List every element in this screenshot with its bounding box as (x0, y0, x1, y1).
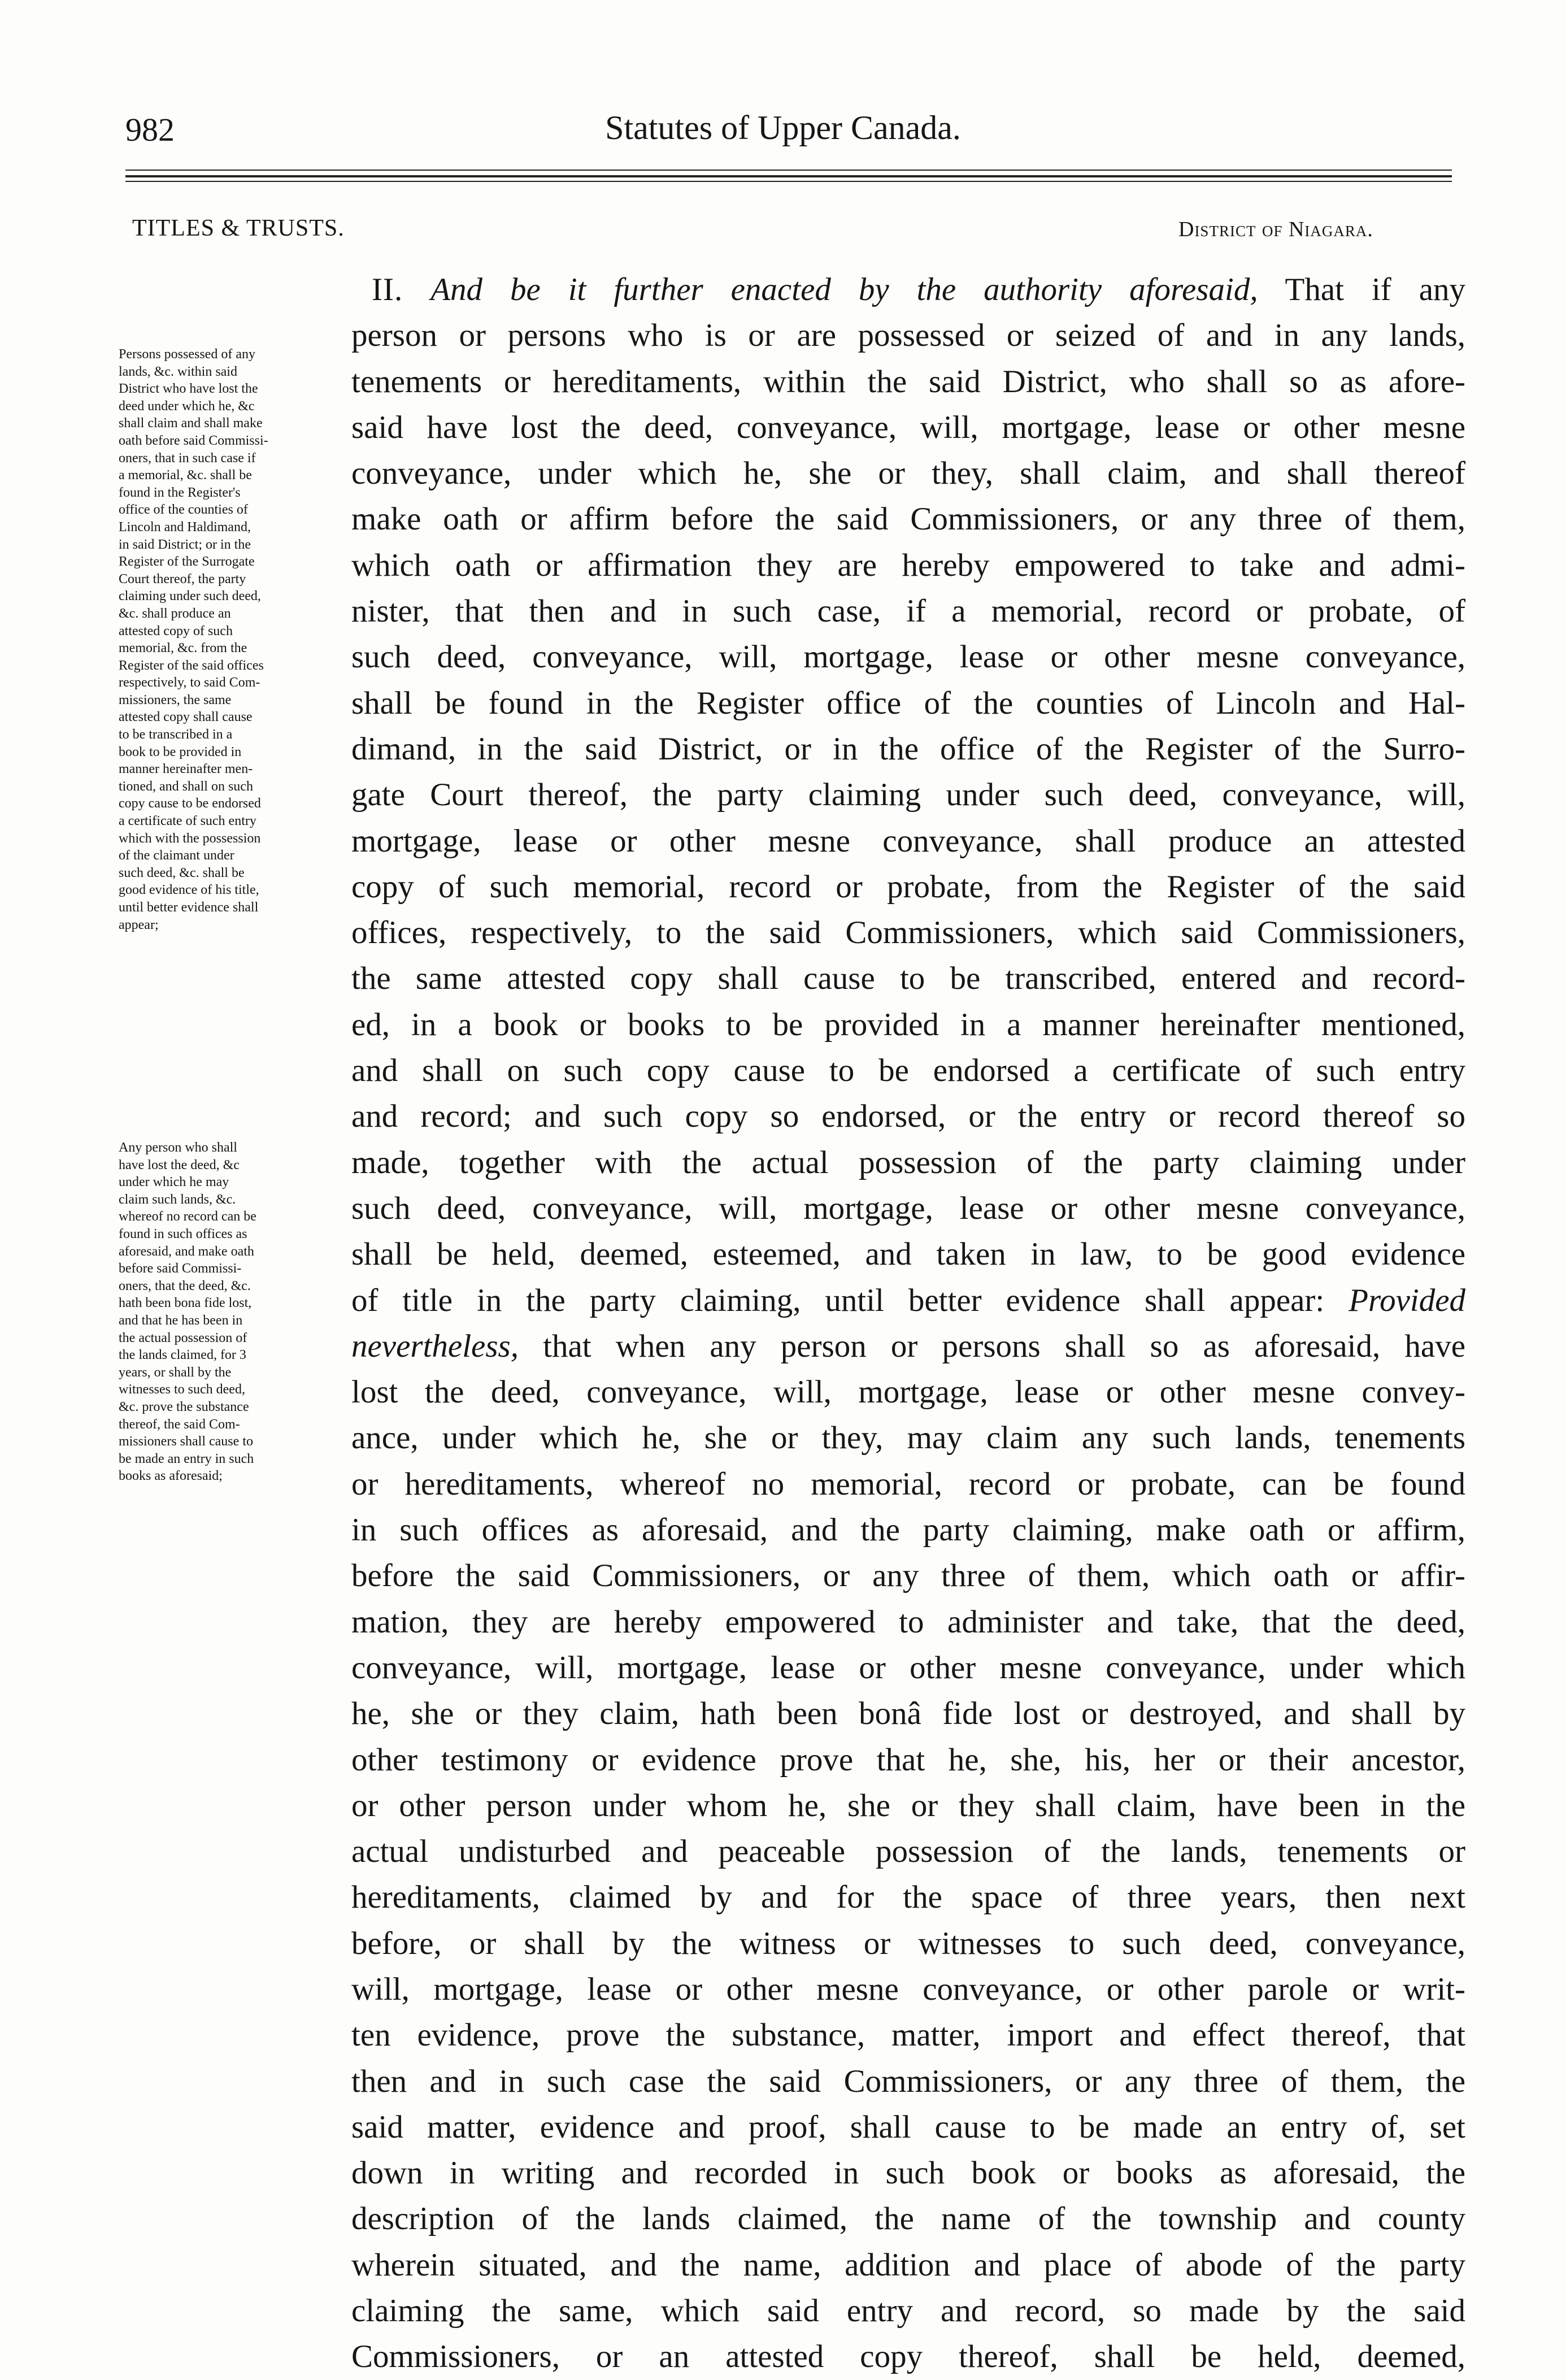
text-line: ten evidence, prove the substance, matter, import and effect thereof, that (351, 2017, 1465, 2053)
text-line: before, or shall by the witness or witnesses to such deed, conveyance, (351, 1925, 1465, 1961)
text-line: other testimony or evidence prove that he, she, his, her or their ancestor, (351, 1741, 1465, 1778)
text-line: description of the lands claimed, the name of the township and county (351, 2201, 1465, 2237)
header-rule (125, 175, 1452, 177)
text-line: which oath or affirmation they are hereby empowered to take and admi- (351, 547, 1465, 583)
text-line: claiming the same, which said entry and record, so made by the said (351, 2293, 1465, 2329)
text-line: in such offices as aforesaid, and the party claiming, make oath or affirm, (351, 1512, 1465, 1548)
text-line: make oath or affirm before the said Commissioners, or any three of them, (351, 501, 1465, 537)
text-line: conveyance, will, mortgage, lease or other mesne conveyance, under which (351, 1649, 1465, 1686)
text-line: mation, they are hereby empowered to administer and take, that the deed, (351, 1604, 1465, 1640)
text-line: offices, respectively, to the said Commissioners, which said Commissioners, (351, 915, 1465, 951)
statute-body (351, 267, 1465, 2380)
proviso-word: Provided (1348, 1282, 1466, 1318)
enacting-clause: And be it further enacted by the authority aforesaid, (430, 272, 1258, 307)
text-line: said have lost the deed, conveyance, will, mortgage, lease or other mesne (351, 409, 1465, 445)
text-line: he, she or they claim, hath been bonâ fide lost or destroyed, and shall by (351, 1696, 1465, 1732)
text-fragment: of title in the party claiming, until better evidence shall appear: (351, 1282, 1325, 1318)
text-line: and record; and such copy so endorsed, or the entry or record thereof so (351, 1098, 1465, 1135)
text-line: will, mortgage, lease or other mesne conveyance, or other parole or writ- (351, 1971, 1465, 2007)
text-line: dimand, in the said District, or in the office of the Register of the Surro- (351, 731, 1465, 767)
text-line: nister, that then and in such case, if a memorial, record or probate, of (351, 593, 1465, 629)
text-line: mortgage, lease or other mesne conveyance, shall produce an attested (351, 823, 1465, 859)
text-line: such deed, conveyance, will, mortgage, lease or other mesne conveyance, (351, 639, 1465, 675)
text-line: and shall on such copy cause to be endorsed a certificate of such entry (351, 1053, 1465, 1089)
text-fragment: That if any (1285, 272, 1466, 307)
text-line (351, 1278, 1465, 1323)
text-line: shall be found in the Register office of the counties of Lincoln and Hal- (351, 685, 1465, 721)
text-block (351, 1369, 1465, 2380)
text-line: copy of such memorial, record or probate, from the Register of the said (351, 868, 1465, 905)
text-line: shall be held, deemed, esteemed, and taken in law, to be good evidence (351, 1236, 1465, 1272)
text-line: ance, under which he, she or they, may claim any such lands, tenements (351, 1420, 1465, 1456)
text-line: such deed, conveyance, will, mortgage, lease or other mesne conveyance, (351, 1190, 1465, 1226)
running-title: Statutes of Upper Canada. (605, 109, 961, 146)
text-line: actual undisturbed and peaceable possession of the lands, tenements or (351, 1834, 1465, 1870)
text-line: ed, in a book or books to be provided in a manner hereinafter mentioned, (351, 1006, 1465, 1043)
section-number: II. (372, 272, 403, 307)
text-line: lost the deed, conveyance, will, mortgage, lease or other mesne convey- (351, 1374, 1465, 1410)
text-line: Commissioners, or an attested copy thereof, shall be held, deemed, (351, 2339, 1465, 2375)
text-line: conveyance, under which he, she or they, shall claim, and shall thereof (351, 455, 1465, 492)
text-line: tenements or hereditaments, within the said District, who shall so as afore- (351, 363, 1465, 399)
text-line (351, 267, 1465, 312)
section-title: TITLES & TRUSTS. (132, 215, 345, 241)
text-line (351, 1323, 1465, 1369)
text-line: hereditaments, claimed by and for the space of three years, then next (351, 1879, 1465, 1916)
text-fragment: that when any person or persons shall so as aforesaid, have (543, 1328, 1466, 1364)
text-line: the same attested copy shall cause to be transcribed, entered and record- (351, 961, 1465, 997)
nevertheless-word: nevertheless, (351, 1328, 519, 1364)
district-title: District of Niagara. (1178, 218, 1373, 241)
text-line: said matter, evidence and proof, shall cause to be made an entry of, set (351, 2109, 1465, 2145)
header-rule (125, 170, 1452, 171)
text-block (351, 312, 1465, 1277)
text-line: person or persons who is or are possessed or seized of and in any lands, (351, 318, 1465, 354)
header-rule (125, 181, 1452, 182)
text-line: or other person under whom he, she or they shall claim, have been in the (351, 1787, 1465, 1823)
text-line: before the said Commissioners, or any three of them, which oath or affir- (351, 1558, 1465, 1594)
marginal-note: Persons possessed of any lands, &c. within said District who have lost the deed under which he, &c shall claim and shall make oath before said Commissi- oners, that in such case if a memorial, &c. shall be found in the Register's office of the counties of Lincoln and Haldimand, in said District; or in the Register of the Surrogate Court thereof, the party claiming under such deed, &c. shall produce an attested copy of such memorial, &c. from the Register of the said offices respectively, to said Com- missioners, the same attested copy shall cause to be transcribed in a book to be provided in manner hereinafter men- tioned, and shall on such copy cause to be endorsed a certificate of such entry which with the possession of the claimant under such deed, &c. shall be good evidence of his title, until better evidence shall appear; (119, 347, 268, 932)
page-number: 982 (125, 111, 175, 148)
text-line: or hereditaments, whereof no memorial, record or probate, can be found (351, 1466, 1465, 1502)
text-line: down in writing and recorded in such book or books as aforesaid, the (351, 2155, 1465, 2191)
marginal-note: Any person who shall have lost the deed, &c under which he may claim such lands, &c. whereof no record can be found in such offices as aforesaid, and make oath before said Commissi- oners, that the deed, &c. hath been bona fide lost, and that he has been in the actual possession of the lands claimed, for 3 years, or shall by the witnesses to such deed, &c. prove the substance thereof, the said Com- missioners shall cause to be made an entry in such books as aforesaid; (119, 1140, 256, 1484)
text-line: wherein situated, and the name, addition and place of abode of the party (351, 2247, 1465, 2283)
text-line: gate Court thereof, the party claiming under such deed, conveyance, will, (351, 777, 1465, 813)
text-line: then and in such case the said Commissioners, or any three of them, the (351, 2063, 1465, 2099)
text-line: made, together with the actual possession of the party claiming under (351, 1144, 1465, 1180)
